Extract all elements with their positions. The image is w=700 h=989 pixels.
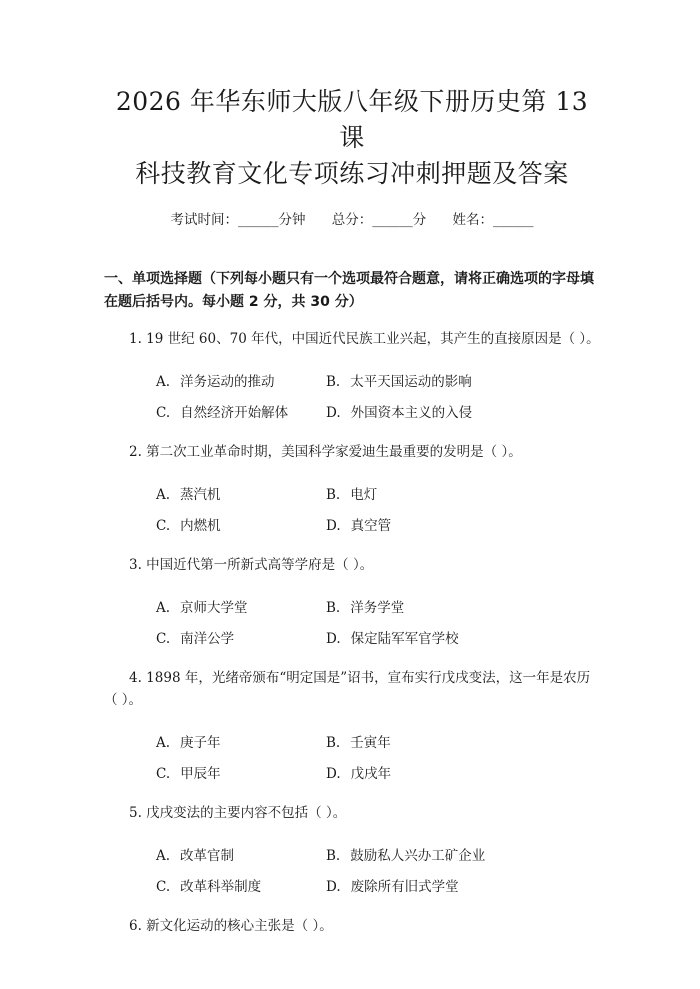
- option-letter: D.: [326, 879, 341, 895]
- option-text: 太平天国运动的影响: [350, 374, 472, 390]
- option-letter: B.: [326, 735, 341, 751]
- option-item: [156, 402, 326, 424]
- section-heading: 一、单项选择题（下列每小题只有一个选项最符合题意，请将正确选项的字母填在题后括号内。每小题 2 分，共 30 分）: [104, 271, 594, 310]
- option-letter: C.: [156, 879, 171, 895]
- option-letter: B.: [326, 487, 341, 503]
- option-text: 京师大学堂: [180, 600, 248, 616]
- option-list: [104, 484, 600, 537]
- exam-time-field: 考试时间：______分钟: [170, 212, 306, 228]
- question-item: [104, 328, 600, 424]
- option-letter: B.: [326, 600, 341, 616]
- option-letter: B.: [326, 848, 341, 864]
- option-item: [326, 763, 526, 785]
- option-text: 洋务运动的推动: [180, 374, 275, 390]
- question-item: [104, 915, 600, 937]
- option-item: [156, 484, 326, 506]
- document-page: [0, 84, 700, 989]
- option-text: 戊戌年: [350, 766, 392, 782]
- question-stem: 5. 戊戌变法的主要内容不包括（ ）。: [129, 805, 347, 821]
- option-list: [104, 845, 600, 898]
- question-list: [104, 328, 600, 937]
- title-line-2: 科技教育文化专项练习冲刺押题及答案: [135, 159, 569, 188]
- option-list: [104, 371, 600, 424]
- option-letter: D.: [326, 766, 341, 782]
- option-letter: A.: [156, 600, 171, 616]
- question-stem: 4. 1898 年，光绪帝颁布“明定国是”诏书，宣布实行戊戌变法，这一年是农历（ ）。: [104, 670, 591, 708]
- option-item: [156, 763, 326, 785]
- option-letter: D.: [326, 631, 341, 647]
- document-title: [104, 84, 600, 192]
- option-letter: A.: [156, 735, 171, 751]
- option-item: [326, 732, 526, 754]
- question-item: [104, 441, 600, 537]
- total-score-field: 总分：______分: [331, 212, 427, 228]
- option-text: 外国资本主义的入侵: [350, 405, 473, 421]
- option-text: 鼓励私人兴办工矿企业: [350, 848, 486, 864]
- option-list: [104, 732, 600, 785]
- question-stem: 6. 新文化运动的核心主张是（ ）。: [129, 918, 333, 934]
- option-letter: D.: [326, 518, 341, 534]
- option-item: [326, 876, 526, 898]
- option-item: [156, 876, 326, 898]
- option-letter: A.: [156, 374, 171, 390]
- option-text: 改革官制: [180, 848, 235, 864]
- option-item: [326, 484, 526, 506]
- title-line-1: 2026 年华东师大版八年级下册历史第 13 课: [115, 87, 589, 152]
- option-item: [326, 402, 526, 424]
- question-stem: 1. 19 世纪 60、70 年代，中国近代民族工业兴起，其产生的直接原因是（ ）。: [129, 331, 600, 347]
- option-item: [326, 515, 526, 537]
- option-text: 保定陆军军官学校: [350, 631, 459, 647]
- option-text: 改革科举制度: [180, 879, 262, 895]
- option-item: [156, 732, 326, 754]
- option-letter: A.: [156, 487, 171, 503]
- option-text: 废除所有旧式学堂: [350, 879, 459, 895]
- option-item: [326, 628, 526, 650]
- option-item: [156, 845, 326, 867]
- option-letter: A.: [156, 848, 171, 864]
- option-text: 蒸汽机: [180, 487, 221, 503]
- option-letter: C.: [156, 405, 171, 421]
- option-item: [156, 597, 326, 619]
- option-letter: C.: [156, 631, 171, 647]
- option-letter: C.: [156, 518, 171, 534]
- question-item: [104, 802, 600, 898]
- option-letter: D.: [326, 405, 341, 421]
- option-item: [326, 845, 526, 867]
- option-item: [156, 371, 326, 393]
- option-list: [104, 597, 600, 650]
- option-text: 壬寅年: [350, 735, 391, 751]
- option-text: 自然经济开始解体: [180, 405, 289, 421]
- exam-meta: [104, 208, 600, 228]
- option-letter: B.: [326, 374, 341, 390]
- question-item: [104, 667, 600, 785]
- question-stem: 3. 中国近代第一所新式高等学府是（ ）。: [129, 557, 374, 573]
- option-text: 洋务学堂: [350, 600, 405, 616]
- name-field: 姓名：______: [452, 212, 534, 228]
- option-text: 甲辰年: [180, 766, 221, 782]
- option-item: [156, 628, 326, 650]
- option-text: 南洋公学: [180, 631, 235, 647]
- question-item: [104, 554, 600, 650]
- option-text: 真空管: [350, 518, 392, 534]
- option-text: 内燃机: [180, 518, 221, 534]
- option-letter: C.: [156, 766, 171, 782]
- question-stem: 2. 第二次工业革命时期，美国科学家爱迪生最重要的发明是（ ）。: [129, 444, 522, 460]
- option-text: 电灯: [350, 487, 378, 503]
- option-text: 庚子年: [180, 735, 221, 751]
- option-item: [156, 515, 326, 537]
- option-item: [326, 371, 526, 393]
- option-item: [326, 597, 526, 619]
